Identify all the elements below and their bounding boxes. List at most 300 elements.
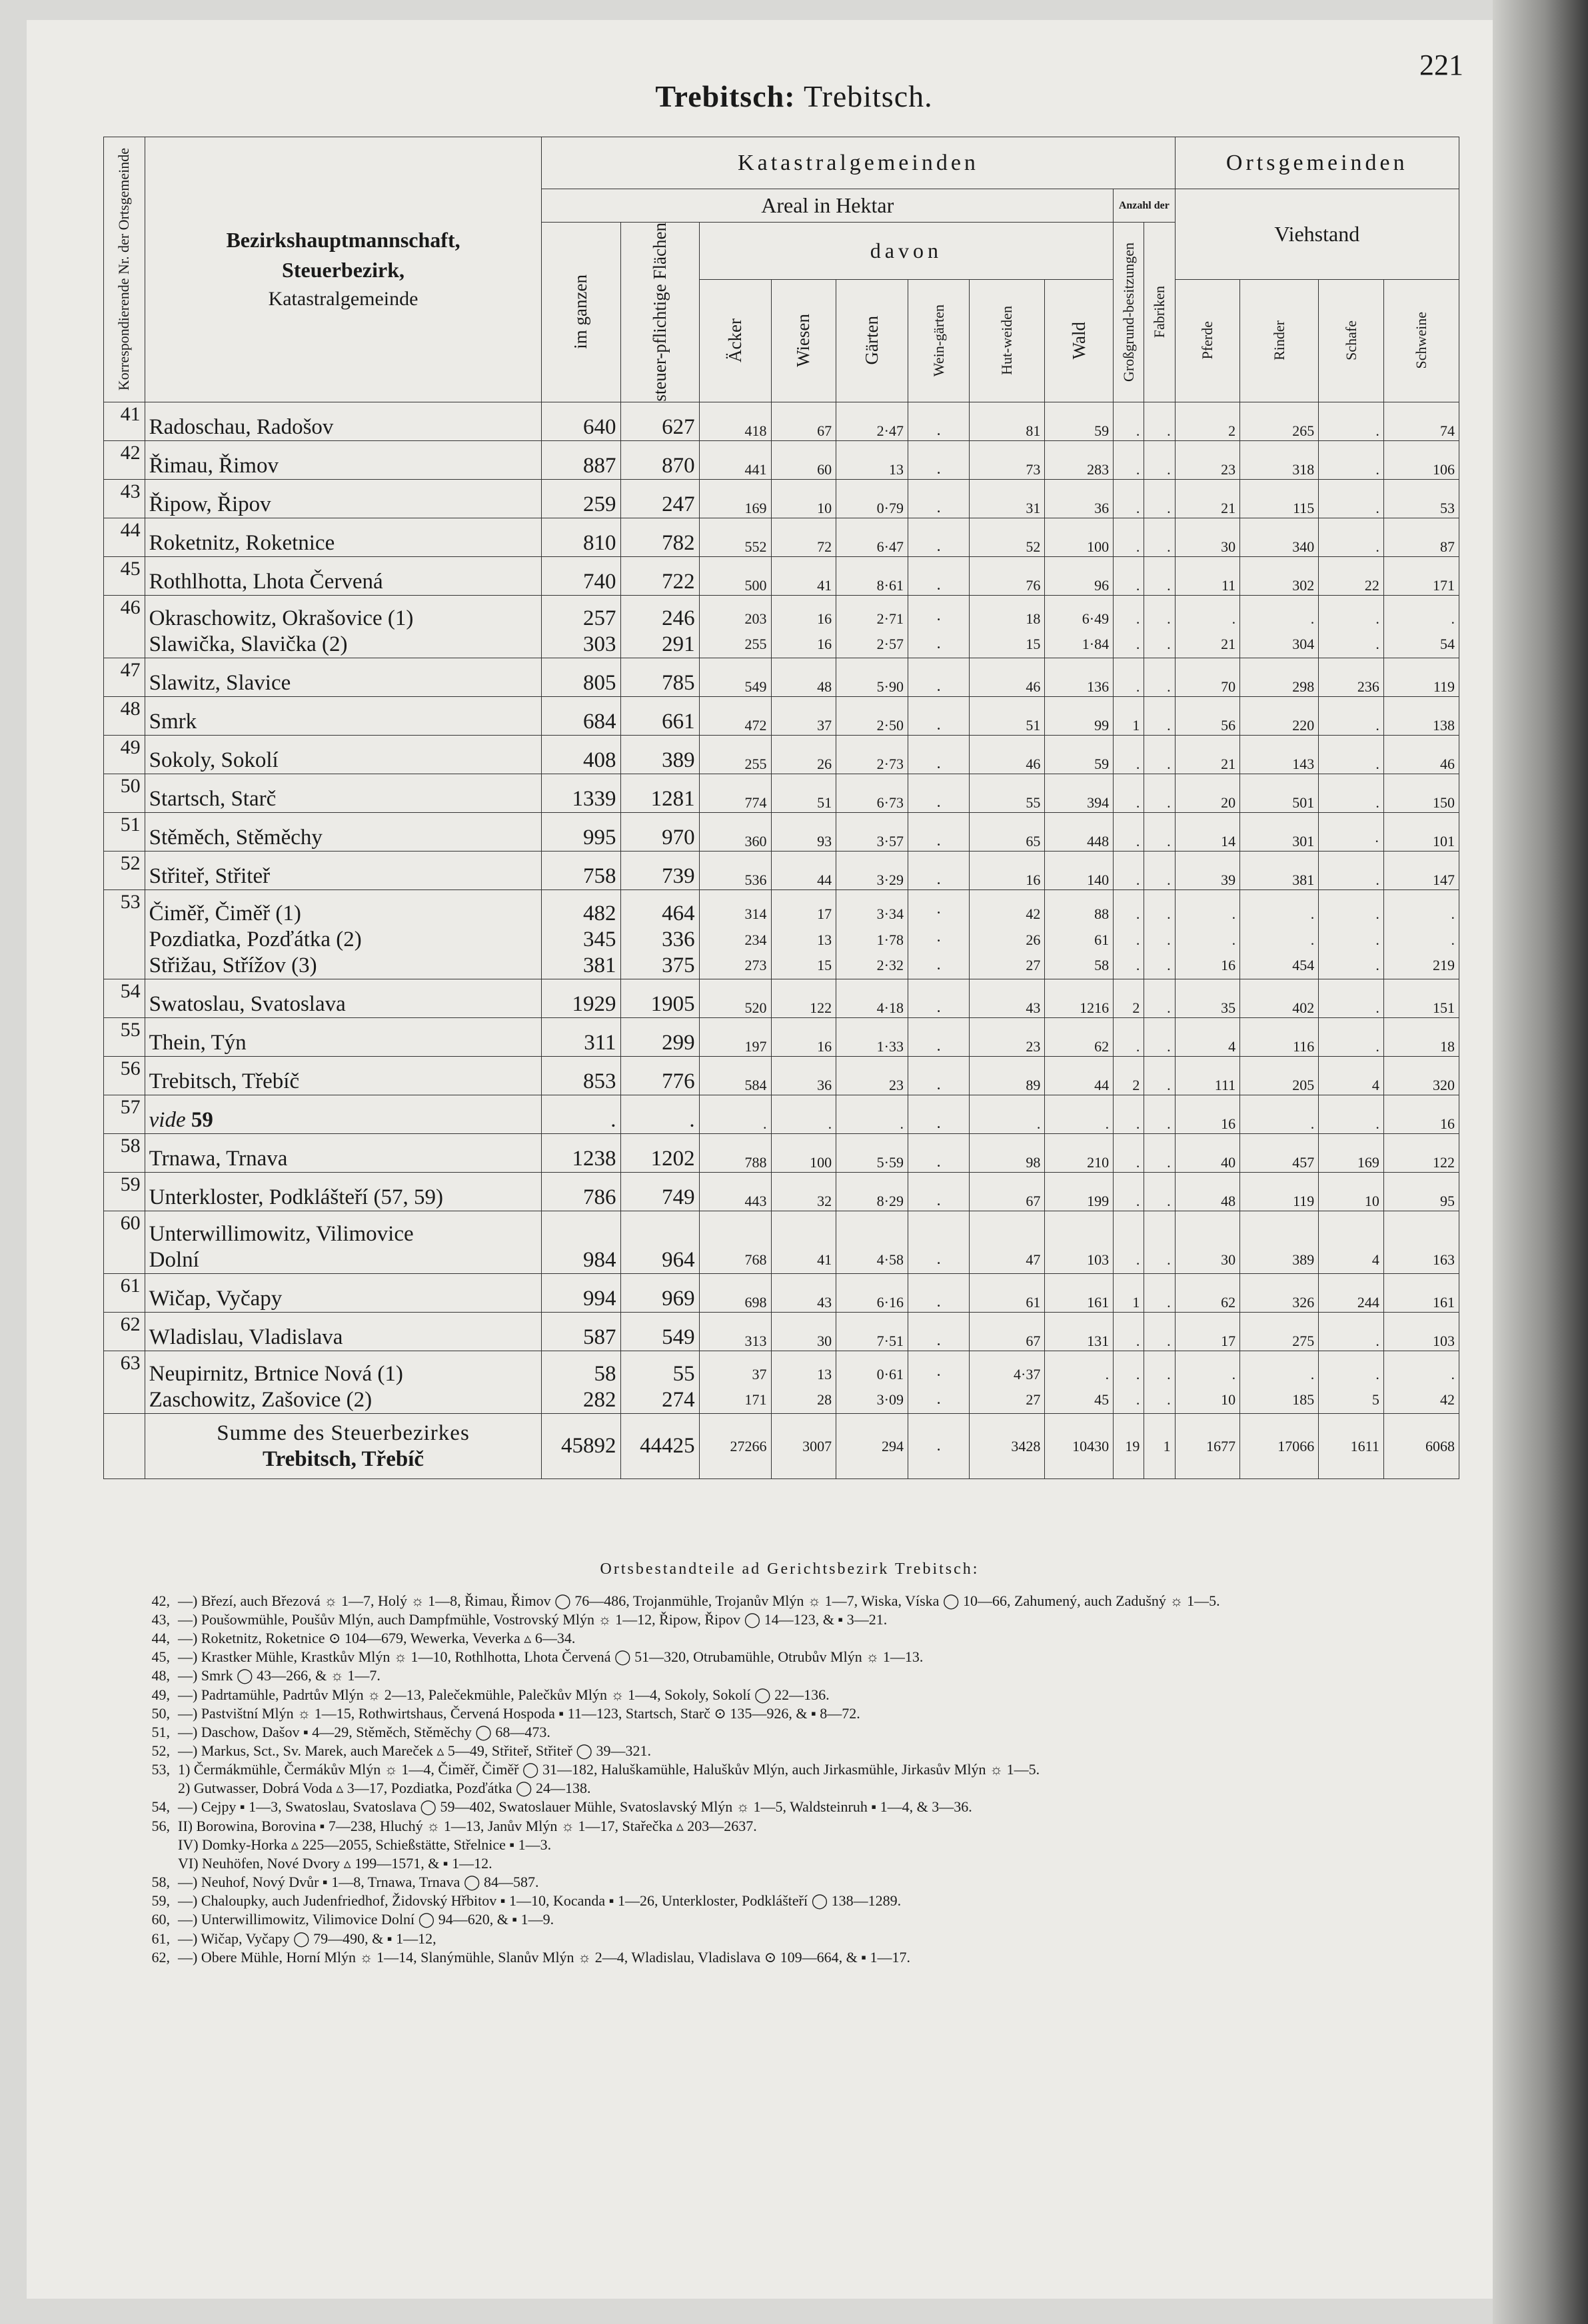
row-nr: 52 <box>104 851 145 889</box>
cell-wald: 448 <box>1045 812 1114 851</box>
footnote-item <box>130 1873 1449 1892</box>
row-nr: 56 <box>104 1056 145 1095</box>
cell-schweine: . 54 <box>1383 595 1459 658</box>
cell-hut: 89 <box>970 1056 1045 1095</box>
row-nr: 53 <box>104 889 145 979</box>
cell-wein: . <box>908 812 969 851</box>
table-row <box>104 440 1459 479</box>
cell-gaerten: 1·33 <box>836 1017 908 1056</box>
cell-wald: 88 61 58 <box>1045 889 1114 979</box>
cell-hut: 47 <box>970 1211 1045 1273</box>
cell-fabriken: . <box>1144 979 1175 1017</box>
cell-schweine: 122 <box>1383 1133 1459 1172</box>
cell-gaerten: 13 <box>836 440 908 479</box>
cell-im-ganzen: 311 <box>542 1017 620 1056</box>
footnote-item <box>130 1629 1449 1648</box>
cell-wiesen: 37 <box>771 696 836 735</box>
cell-steuer: 1202 <box>620 1133 699 1172</box>
cell-schafe: . <box>1319 1017 1384 1056</box>
row-name: Wladislau, Vladislava <box>145 1312 542 1351</box>
footnote-text: —) Březí, auch Březová ☼ 1—7, Holý ☼ 1—8, Řimau, Řimov ◯ 76—486, Trojanmühle, Trojanův Mlýn ☼ 1—7, Wiska, Víska ◯ 10—66, Zahumený, auch Zadušný ☼ 1—5. <box>178 1592 1220 1609</box>
cell-rinder: . 304 <box>1240 595 1319 658</box>
footnote-text: —) Poušowmühle, Poušův Mlýn, auch Dampfmühle, Vostrovský Mlýn ☼ 1—12, Řipow, Řipov ◯ 14—123, & ▪ 3—21. <box>178 1610 888 1628</box>
title-bold: Trebitsch: <box>655 79 796 113</box>
page-title <box>0 79 1588 114</box>
cell-wald: 96 <box>1045 556 1114 595</box>
cell-gross: . <box>1114 1312 1144 1351</box>
cell-im-ganzen: 805 <box>542 658 620 696</box>
footnote-key: 56, <box>151 1817 170 1834</box>
cell-pferde: 21 <box>1175 735 1240 774</box>
footnotes-heading: Ortsbestandteile ad Gerichtsbezirk Trebitsch: <box>600 1560 980 1578</box>
cell-fabriken: . <box>1144 440 1175 479</box>
cell-fabriken: . <box>1144 518 1175 556</box>
cell-rinder: 318 <box>1240 440 1319 479</box>
cell-gross: . <box>1114 1017 1144 1056</box>
table-row <box>104 1095 1459 1133</box>
cell-pferde: 70 <box>1175 658 1240 696</box>
cell-schweine: 171 <box>1383 556 1459 595</box>
cell-im-ganzen: 257 303 <box>542 595 620 658</box>
footnote-item <box>130 1760 1449 1779</box>
footnote-key: 61, <box>151 1930 170 1947</box>
cell-wald: 199 <box>1045 1172 1114 1211</box>
cell-gaerten: 6·73 <box>836 774 908 812</box>
cell-fabriken: . . <box>1144 1351 1175 1413</box>
cell-wald: 1216 <box>1045 979 1114 1017</box>
table-row <box>104 851 1459 889</box>
title-rest: Trebitsch. <box>804 79 933 113</box>
cell-schafe: 4 <box>1319 1056 1384 1095</box>
cell-aecker: 441 <box>699 440 771 479</box>
footnote-key: 42, <box>151 1592 170 1609</box>
cell-pferde: . 21 <box>1175 595 1240 658</box>
cell-hut: 51 <box>970 696 1045 735</box>
book-spine-shadow <box>1493 0 1588 2324</box>
wiesen-header: Wiesen <box>771 279 836 402</box>
cell-pferde: 11 <box>1175 556 1240 595</box>
cell-schweine: 53 <box>1383 479 1459 518</box>
footnote-key <box>130 1836 178 1854</box>
cell-im-ganzen: 740 <box>542 556 620 595</box>
cell-wein: . <box>908 402 969 440</box>
cell-aecker: 360 <box>699 812 771 851</box>
cell-wiesen: 41 <box>771 556 836 595</box>
footnotes <box>130 1559 1449 1967</box>
cell-wiesen: 100 <box>771 1133 836 1172</box>
footnote-key: 59, <box>151 1892 170 1910</box>
footnote-text: 1) Čermákmühle, Čermákův Mlýn ☼ 1—4, Čiměř, Čiměř ◯ 31—182, Haluškamühle, Haluškův Mlýn, auch Jirkasmühle, Jirkasův Mlýn ☼ 1—5. <box>178 1761 1040 1778</box>
cell-wiesen: . <box>771 1095 836 1133</box>
cell-wald: 161 <box>1045 1273 1114 1312</box>
cell-fabriken: . . <box>1144 595 1175 658</box>
row-name: Střiteř, Střiteř <box>145 851 542 889</box>
cell-gaerten: 4·58 <box>836 1211 908 1273</box>
footnote-text: —) Pastvištní Mlýn ☼ 1—15, Rothwirtshaus, Červená Hospoda ▪ 11—123, Startsch, Starč ⊙ 135—926, & ▪ 8—72. <box>178 1704 860 1722</box>
cell-rinder: 220 <box>1240 696 1319 735</box>
row-nr: 50 <box>104 774 145 812</box>
cell-hut: 23 <box>970 1017 1045 1056</box>
cell-hut: 52 <box>970 518 1045 556</box>
footnote-key: 54, <box>151 1798 170 1816</box>
cell-im-ganzen: 995 <box>542 812 620 851</box>
cell-wiesen: 10 <box>771 479 836 518</box>
cell-pferde: 20 <box>1175 774 1240 812</box>
cell-wiesen: 93 <box>771 812 836 851</box>
cell-gaerten: 2·47 <box>836 402 908 440</box>
cell-fabriken: . <box>1144 1211 1175 1273</box>
cell-aecker: 472 <box>699 696 771 735</box>
cell-wein: . <box>908 1273 969 1312</box>
cell-gaerten: 2·71 2·57 <box>836 595 908 658</box>
cell-wein: . <box>908 479 969 518</box>
sum-hut: 3428 <box>970 1413 1045 1479</box>
row-name: Neupirnitz, Brtnice Nová (1) Zaschowitz, Zašovice (2) <box>145 1351 542 1413</box>
row-name: Unterwillimowitz, Vilimovice Dolní <box>145 1211 542 1273</box>
cell-wein: . <box>908 1056 969 1095</box>
footnote-key: 49, <box>151 1686 170 1703</box>
footnote-key: 48, <box>151 1667 170 1684</box>
cell-gaerten: 3·29 <box>836 851 908 889</box>
cell-schafe: · <box>1319 812 1384 851</box>
footnote-item <box>130 1817 1449 1836</box>
cell-hut: 73 <box>970 440 1045 479</box>
row-name: Swatoslau, Svatoslava <box>145 979 542 1017</box>
hut-header: Hut-weiden <box>970 279 1045 402</box>
cell-schweine: 74 <box>1383 402 1459 440</box>
cell-wiesen: 16 16 <box>771 595 836 658</box>
cell-gaerten: 8·61 <box>836 556 908 595</box>
cell-pferde: 62 <box>1175 1273 1240 1312</box>
cell-aecker: 37 171 <box>699 1351 771 1413</box>
cell-rinder: 381 <box>1240 851 1319 889</box>
cell-aecker: 500 <box>699 556 771 595</box>
footnote-text: IV) Domky-Horka ▵ 225—2055, Schießstätte, Střelnice ▪ 1—3. <box>178 1836 552 1853</box>
cell-gross: 2 <box>1114 979 1144 1017</box>
footnote-text: —) Unterwillimowitz, Vilimovice Dolní ◯ 94—620, & ▪ 1—9. <box>178 1911 554 1928</box>
cell-wiesen: 41 <box>771 1211 836 1273</box>
table-row <box>104 1133 1459 1172</box>
footnote-item <box>130 1666 1449 1685</box>
cell-rinder: 116 <box>1240 1017 1319 1056</box>
cell-gross: . . <box>1114 595 1144 658</box>
row-name: Rothlhotta, Lhota Červená <box>145 556 542 595</box>
cell-hut: 4·37 27 <box>970 1351 1045 1413</box>
cell-gross: . <box>1114 479 1144 518</box>
cell-wald: . 45 <box>1045 1351 1114 1413</box>
col-nr-header: Korrespondierende Nr. der Ortsgemeinde <box>104 137 145 402</box>
row-name-vide: vide <box>149 1107 186 1132</box>
cell-gaerten: 8·29 <box>836 1172 908 1211</box>
table-row <box>104 1312 1459 1351</box>
orts-header: Ortsgemeinden <box>1175 137 1459 189</box>
cell-hut: 18 15 <box>970 595 1045 658</box>
sum-row <box>104 1413 1459 1479</box>
cell-pferde: 4 <box>1175 1017 1240 1056</box>
cell-fabriken: . <box>1144 1133 1175 1172</box>
cell-schafe: . <box>1319 696 1384 735</box>
cell-gross: 2 <box>1114 1056 1144 1095</box>
cell-wald: 6·49 1·84 <box>1045 595 1114 658</box>
cell-pferde: 39 <box>1175 851 1240 889</box>
row-name: Řimau, Řimov <box>145 440 542 479</box>
row-name: Startsch, Starč <box>145 774 542 812</box>
footnote-key: 44, <box>151 1630 170 1647</box>
cell-wiesen: 43 <box>771 1273 836 1312</box>
sum-label: Summe des Steuerbezirkes Trebitsch, Třebíč <box>145 1413 542 1479</box>
schafe-header: Schafe <box>1319 279 1384 402</box>
cell-steuer: 739 <box>620 851 699 889</box>
cell-im-ganzen: 994 <box>542 1273 620 1312</box>
cell-schafe: . <box>1319 518 1384 556</box>
row-name: Thein, Týn <box>145 1017 542 1056</box>
cell-schafe: . . . <box>1319 889 1384 979</box>
cell-wald: 103 <box>1045 1211 1114 1273</box>
footnote-text: 2) Gutwasser, Dobrá Voda ▵ 3—17, Pozdiatka, Pozďátka ◯ 24—138. <box>178 1780 591 1797</box>
cell-wiesen: 17 13 15 <box>771 889 836 979</box>
sum-nr <box>104 1413 145 1479</box>
footnote-text: VI) Neuhöfen, Nové Dvory ▵ 199—1571, & ▪ 1—12. <box>178 1854 492 1872</box>
cell-steuer: 870 <box>620 440 699 479</box>
cell-gross: . . <box>1114 1351 1144 1413</box>
row-nr: 45 <box>104 556 145 595</box>
col-name-header: Bezirkshauptmannschaft, Steuerbezirk, Katastralgemeinde <box>145 137 542 402</box>
row-nr: 54 <box>104 979 145 1017</box>
gaerten-header: Gärten <box>836 279 908 402</box>
footnote-item <box>130 1779 1449 1798</box>
cell-fabriken: . <box>1144 479 1175 518</box>
cell-fabriken: . <box>1144 1017 1175 1056</box>
cell-im-ganzen: 684 <box>542 696 620 735</box>
footnote-item <box>130 1948 1449 1967</box>
cell-gross: . <box>1114 812 1144 851</box>
cell-schweine: 147 <box>1383 851 1459 889</box>
cell-schweine: 119 <box>1383 658 1459 696</box>
cell-im-ganzen: 758 <box>542 851 620 889</box>
cell-hut: 81 <box>970 402 1045 440</box>
cell-rinder: 115 <box>1240 479 1319 518</box>
cell-wiesen: 48 <box>771 658 836 696</box>
cell-gross: . <box>1114 1133 1144 1172</box>
cell-steuer: 389 <box>620 735 699 774</box>
cell-schweine: 95 <box>1383 1172 1459 1211</box>
cell-wein: . . <box>908 1351 969 1413</box>
cell-gross: . <box>1114 1211 1144 1273</box>
sum-fabriken: 1 <box>1144 1413 1175 1479</box>
cell-rinder: . <box>1240 1095 1319 1133</box>
cell-fabriken: . <box>1144 556 1175 595</box>
rinder-header: Rinder <box>1240 279 1319 402</box>
table-row <box>104 696 1459 735</box>
cell-aecker: 314 234 273 <box>699 889 771 979</box>
table-row <box>104 658 1459 696</box>
footnote-key: 50, <box>151 1704 170 1722</box>
sum-wald: 10430 <box>1045 1413 1114 1479</box>
cell-aecker: 520 <box>699 979 771 1017</box>
cell-im-ganzen: 58 282 <box>542 1351 620 1413</box>
cell-im-ganzen: 984 <box>542 1211 620 1273</box>
cell-aecker: 418 <box>699 402 771 440</box>
cell-pferde: 56 <box>1175 696 1240 735</box>
sum-body <box>104 1413 1459 1479</box>
table-row <box>104 595 1459 658</box>
statistics-table <box>103 137 1459 1479</box>
row-nr: 48 <box>104 696 145 735</box>
cell-hut: 43 <box>970 979 1045 1017</box>
footnote-item <box>130 1592 1449 1610</box>
footnote-key: 45, <box>151 1648 170 1666</box>
cell-schweine: 320 <box>1383 1056 1459 1095</box>
table-row <box>104 774 1459 812</box>
cell-gross: . <box>1114 518 1144 556</box>
footnote-key: 60, <box>151 1911 170 1928</box>
cell-pferde: . . 16 <box>1175 889 1240 979</box>
cell-fabriken: . <box>1144 1312 1175 1351</box>
cell-schweine: . 42 <box>1383 1351 1459 1413</box>
cell-schafe: . 5 <box>1319 1351 1384 1413</box>
sum-gaerten: 294 <box>836 1413 908 1479</box>
sum-rinder: 17066 <box>1240 1413 1319 1479</box>
aecker-header: Äcker <box>699 279 771 402</box>
cell-aecker: . <box>699 1095 771 1133</box>
row-nr: 41 <box>104 402 145 440</box>
cell-fabriken: . <box>1144 1095 1175 1133</box>
cell-fabriken: . <box>1144 812 1175 851</box>
cell-im-ganzen: 853 <box>542 1056 620 1095</box>
gross-header: Großgrund-besitzungen <box>1114 223 1144 402</box>
cell-wein: . <box>908 1017 969 1056</box>
cell-wein: . . . <box>908 889 969 979</box>
sum-steuer: 44425 <box>620 1413 699 1479</box>
cell-pferde: 30 <box>1175 1211 1240 1273</box>
cell-aecker: 788 <box>699 1133 771 1172</box>
footnote-key: 51, <box>151 1723 170 1740</box>
im-ganzen-header: im ganzen <box>542 223 620 402</box>
cell-rinder: 389 <box>1240 1211 1319 1273</box>
cell-steuer: 970 <box>620 812 699 851</box>
cell-rinder: 326 <box>1240 1273 1319 1312</box>
cell-schweine: 46 <box>1383 735 1459 774</box>
cell-steuer: 246 291 <box>620 595 699 658</box>
cell-pferde: 40 <box>1175 1133 1240 1172</box>
row-name: Slawitz, Slavice <box>145 658 542 696</box>
footnote-item <box>130 1892 1449 1910</box>
sum-im-ganzen: 45892 <box>542 1413 620 1479</box>
cell-hut: 98 <box>970 1133 1045 1172</box>
cell-schafe: . <box>1319 479 1384 518</box>
table-row <box>104 1273 1459 1312</box>
page-number: 221 <box>1419 49 1463 81</box>
row-nr: 62 <box>104 1312 145 1351</box>
table-row <box>104 889 1459 979</box>
footnote-item <box>130 1854 1449 1873</box>
cell-gaerten: 7·51 <box>836 1312 908 1351</box>
cell-rinder: 119 <box>1240 1172 1319 1211</box>
cell-steuer: 1281 <box>620 774 699 812</box>
cell-gaerten: 0·79 <box>836 479 908 518</box>
cell-rinder: 298 <box>1240 658 1319 696</box>
footnote-item <box>130 1910 1449 1929</box>
cell-schafe: . <box>1319 735 1384 774</box>
cell-schafe: 10 <box>1319 1172 1384 1211</box>
row-name: Radoschau, Radošov <box>145 402 542 440</box>
cell-fabriken: . <box>1144 1056 1175 1095</box>
table-row <box>104 1056 1459 1095</box>
cell-fabriken: . <box>1144 402 1175 440</box>
footnote-key <box>130 1854 178 1873</box>
cell-hut: 46 <box>970 658 1045 696</box>
cell-wein: . <box>908 658 969 696</box>
row-name: Čiměř, Čiměř (1) Pozdiatka, Pozďátka (2) Střižau, Střížov (3) <box>145 889 542 979</box>
cell-wein: . <box>908 1211 969 1273</box>
cell-gross: . <box>1114 1172 1144 1211</box>
cell-gross: . <box>1114 735 1144 774</box>
cell-im-ganzen: 640 <box>542 402 620 440</box>
row-nr: 63 <box>104 1351 145 1413</box>
cell-rinder: 301 <box>1240 812 1319 851</box>
cell-gross: . . . <box>1114 889 1144 979</box>
footnote-text: —) Cejpy ▪ 1—3, Swatoslau, Svatoslava ◯ 59—402, Swatoslauer Mühle, Svatoslavský Mlýn ☼ 1—5, Waldsteinruh ▪ 1—4, & 3—36. <box>178 1798 972 1816</box>
table-row <box>104 1172 1459 1211</box>
cell-gaerten: 5·59 <box>836 1133 908 1172</box>
cell-rinder: 205 <box>1240 1056 1319 1095</box>
cell-gross: . <box>1114 1095 1144 1133</box>
cell-steuer: 969 <box>620 1273 699 1312</box>
cell-wein: . <box>908 696 969 735</box>
cell-steuer: 722 <box>620 556 699 595</box>
cell-pferde: 30 <box>1175 518 1240 556</box>
cell-steuer: 299 <box>620 1017 699 1056</box>
cell-wein: . <box>908 851 969 889</box>
cell-schafe: . <box>1319 440 1384 479</box>
row-nr: 57 <box>104 1095 145 1133</box>
cell-schafe: 4 <box>1319 1211 1384 1273</box>
schweine-header: Schweine <box>1383 279 1459 402</box>
cell-wein: . <box>908 1312 969 1351</box>
table-row <box>104 479 1459 518</box>
cell-hut: . <box>970 1095 1045 1133</box>
cell-hut: 67 <box>970 1172 1045 1211</box>
cell-hut: 31 <box>970 479 1045 518</box>
cell-wald: 44 <box>1045 1056 1114 1095</box>
cell-im-ganzen: 786 <box>542 1172 620 1211</box>
cell-schweine: 163 <box>1383 1211 1459 1273</box>
footnote-item <box>130 1798 1449 1816</box>
cell-schafe: . <box>1319 979 1384 1017</box>
cell-wiesen: 36 <box>771 1056 836 1095</box>
cell-im-ganzen: 482 345 381 <box>542 889 620 979</box>
cell-steuer: 749 <box>620 1172 699 1211</box>
table-row <box>104 1351 1459 1413</box>
footnote-item <box>130 1686 1449 1704</box>
sum-schafe: 1611 <box>1319 1413 1384 1479</box>
cell-gaerten: 2·73 <box>836 735 908 774</box>
cell-schafe: . . <box>1319 595 1384 658</box>
cell-schweine: 87 <box>1383 518 1459 556</box>
row-nr: 59 <box>104 1172 145 1211</box>
cell-hut: 76 <box>970 556 1045 595</box>
cell-wiesen: 51 <box>771 774 836 812</box>
table-row <box>104 735 1459 774</box>
cell-steuer: 464 336 375 <box>620 889 699 979</box>
cell-schweine: 106 <box>1383 440 1459 479</box>
sum-aecker: 27266 <box>699 1413 771 1479</box>
row-nr: 49 <box>104 735 145 774</box>
cell-im-ganzen: . <box>542 1095 620 1133</box>
cell-wein: . <box>908 735 969 774</box>
cell-im-ganzen: 1238 <box>542 1133 620 1172</box>
cell-gross: 1 <box>1114 696 1144 735</box>
